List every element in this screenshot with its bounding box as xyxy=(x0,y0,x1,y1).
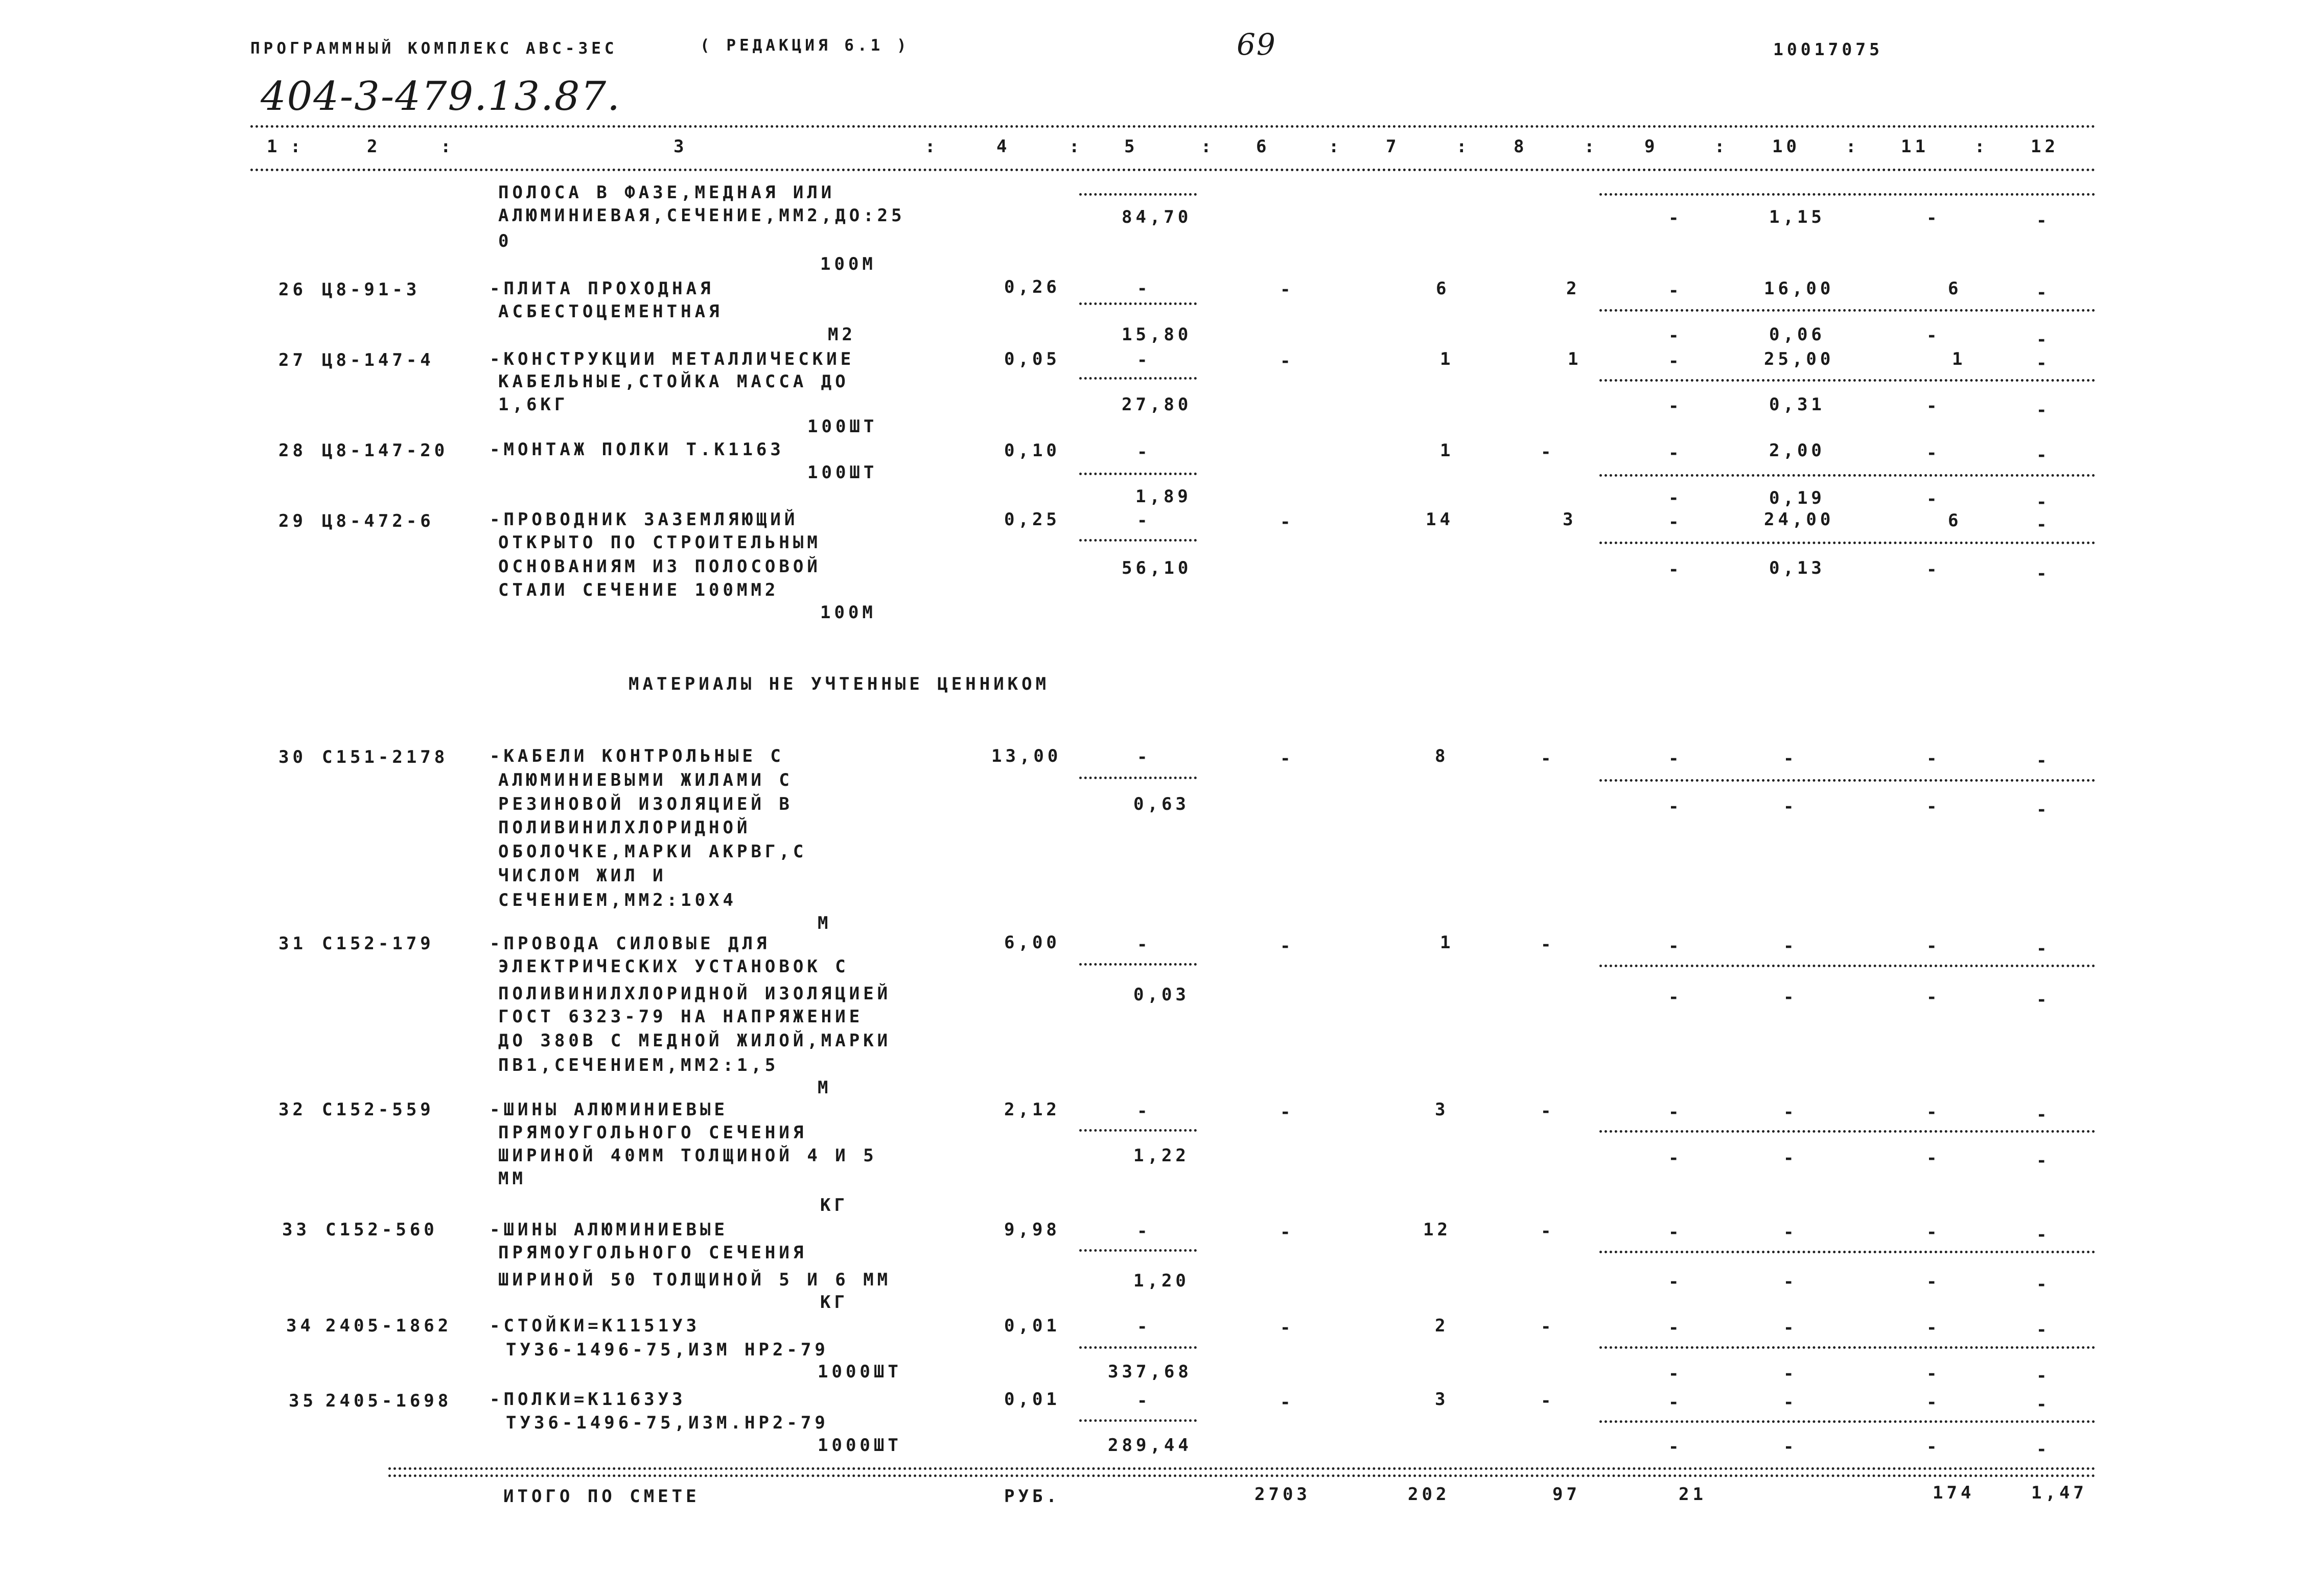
page-number: 69 xyxy=(1237,27,1276,62)
table-cell: - xyxy=(2036,1225,2051,1245)
cell-divider xyxy=(1079,1249,1197,1252)
table-cell: 100М xyxy=(820,602,876,623)
table-cell: - xyxy=(1668,208,1683,228)
table-cell: 2 xyxy=(1435,1316,1449,1336)
table-cell: 1,47 xyxy=(2031,1483,2087,1503)
table-cell: - xyxy=(1668,1318,1683,1338)
col-11: 11 xyxy=(1901,136,1929,157)
table-cell: - xyxy=(1137,1391,1151,1411)
column-separator: : xyxy=(1846,136,1860,157)
table-cell: ЭЛЕКТРИЧЕСКИХ УСТАНОВОК С xyxy=(498,956,849,977)
table-cell: 0,13 xyxy=(1769,558,1825,578)
table-cell: - xyxy=(1280,1222,1294,1243)
table-cell: КГ xyxy=(820,1195,848,1215)
col-12: 12 xyxy=(2031,136,2059,157)
cell-divider xyxy=(1599,542,2095,544)
table-cell: - xyxy=(1783,797,1798,817)
table-cell: 0,25 xyxy=(1004,509,1060,530)
table-cell: 32 xyxy=(278,1099,307,1120)
table-cell: - xyxy=(1280,1102,1294,1122)
cell-divider xyxy=(1079,302,1197,305)
table-cell: - xyxy=(1137,747,1151,767)
table-cell: 28 xyxy=(278,440,307,461)
table-cell: 31 xyxy=(278,933,307,954)
table-cell: 2,12 xyxy=(1004,1099,1060,1120)
edition: ( РЕДАКЦИЯ 6.1 ) xyxy=(700,36,910,55)
table-cell: - xyxy=(1926,489,1941,509)
table-cell: 2405-1698 xyxy=(326,1391,452,1411)
total-label: ИТОГО ПО СМЕТЕ xyxy=(503,1486,700,1507)
table-cell: 1 xyxy=(1952,349,1966,369)
doc-code: 10017075 xyxy=(1773,39,1883,59)
column-separator: : xyxy=(925,136,939,157)
table-cell: - xyxy=(1541,1221,1555,1242)
table-cell: АЛЮМИНИЕВЫМИ ЖИЛАМИ С xyxy=(498,770,793,790)
table-cell: ОТКРЫТО ПО СТРОИТЕЛЬНЫМ xyxy=(498,532,821,553)
table-cell: 1,6КГ xyxy=(498,394,569,415)
program-name: ПРОГРАММНЫЙ КОМПЛЕКС АВС-ЗЕС xyxy=(250,39,618,58)
cell-divider xyxy=(1599,309,2095,312)
table-cell: 8 xyxy=(1435,746,1449,766)
col-9: 9 xyxy=(1644,136,1659,157)
table-cell: - xyxy=(1926,1437,1941,1457)
table-cell: - xyxy=(1668,488,1683,508)
table-cell: Ц8-472-6 xyxy=(322,511,434,531)
table-cell: - xyxy=(1668,443,1683,463)
table-cell: ТУ36-1496-75,ИЗМ.НР2-79 xyxy=(506,1413,829,1433)
table-cell: - xyxy=(1280,279,1294,300)
table-cell: ШИРИНОЙ 50 ТОЛЩИНОЙ 5 И 6 ММ xyxy=(498,1270,892,1290)
cell-divider xyxy=(1079,1419,1197,1422)
table-cell: - xyxy=(1668,396,1683,416)
table-cell: 6,00 xyxy=(1004,932,1060,953)
table-cell: 0,19 xyxy=(1769,488,1825,508)
table-cell: СТАЛИ СЕЧЕНИЕ 100ММ2 xyxy=(498,580,779,600)
table-cell: Ц8-147-20 xyxy=(322,440,449,461)
table-cell: - xyxy=(1926,559,1941,580)
table-cell: СЕЧЕНИЕМ,ММ2:10Х4 xyxy=(498,890,737,910)
table-cell: 1 xyxy=(1568,349,1582,369)
table-cell: - xyxy=(2036,1320,2051,1340)
table-cell: - xyxy=(1541,1101,1555,1121)
table-cell: - xyxy=(2036,445,2051,465)
table-cell: 1000ШТ xyxy=(818,1435,902,1456)
table-cell: С152-559 xyxy=(322,1099,434,1120)
table-cell: 1 xyxy=(1440,932,1454,953)
table-cell: - xyxy=(1137,350,1151,370)
table-cell: КГ xyxy=(820,1292,848,1313)
table-cell: - xyxy=(1926,987,1941,1008)
table-cell: Ц8-147-4 xyxy=(322,350,434,370)
table-cell: - xyxy=(1668,1102,1683,1122)
section-title: МАТЕРИАЛЫ НЕ УЧТЕННЫЕ ЦЕННИКОМ xyxy=(629,674,1050,694)
cell-divider xyxy=(1599,1251,2095,1253)
table-cell: -КОНСТРУКЦИИ МЕТАЛЛИЧЕСКИЕ xyxy=(490,349,855,369)
table-cell: ОБОЛОЧКЕ,МАРКИ АКРВГ,С xyxy=(498,841,807,862)
table-cell: 84,70 xyxy=(1122,207,1192,227)
cell-divider xyxy=(1599,1420,2095,1423)
table-cell: - xyxy=(1783,1102,1798,1122)
table-cell: КАБЕЛЬНЫЕ,СТОЙКА МАССА ДО xyxy=(498,371,849,392)
table-cell: 2405-1862 xyxy=(326,1316,452,1336)
table-cell: - xyxy=(1668,351,1683,371)
table-cell: 0,05 xyxy=(1004,349,1060,369)
table-cell: ДО 380В С МЕДНОЙ ЖИЛОЙ,МАРКИ xyxy=(498,1031,892,1051)
table-cell: ПВ1,СЕЧЕНИЕМ,ММ2:1,5 xyxy=(498,1055,779,1075)
table-cell: -ПРОВОДНИК ЗАЗЕМЛЯЮЩИЙ xyxy=(490,509,799,530)
col-8: 8 xyxy=(1514,136,1528,157)
table-cell: - xyxy=(1668,512,1683,532)
table-cell: - xyxy=(1783,987,1798,1008)
cell-divider xyxy=(1599,1346,2095,1349)
table-cell: - xyxy=(1783,1272,1798,1292)
table-cell: - xyxy=(2036,353,2051,373)
table-cell: 2 xyxy=(1566,278,1581,299)
table-cell: 100ШТ xyxy=(807,462,878,483)
table-cell: - xyxy=(1541,748,1555,769)
cell-divider xyxy=(1079,539,1197,542)
table-cell: 13,00 xyxy=(991,746,1062,766)
table-cell: С151-2178 xyxy=(322,747,449,767)
table-cell: - xyxy=(1280,936,1294,956)
table-cell: 27,80 xyxy=(1122,394,1192,415)
cell-divider xyxy=(1079,1346,1197,1349)
column-separator: : xyxy=(1201,136,1215,157)
table-cell: С152-179 xyxy=(322,933,434,954)
table-cell: 0,06 xyxy=(1769,324,1825,345)
col-3: 3 xyxy=(673,136,688,157)
table-cell: - xyxy=(2036,1274,2051,1295)
table-cell: - xyxy=(1926,797,1941,817)
table-cell: 337,68 xyxy=(1108,1362,1192,1382)
table-cell: 3 xyxy=(1563,509,1577,530)
table-cell: 56,10 xyxy=(1122,558,1192,578)
table-cell: - xyxy=(1137,1101,1151,1121)
table-cell: - xyxy=(1137,1221,1151,1242)
table-cell: - xyxy=(2036,330,2051,350)
table-cell: 14 xyxy=(1426,509,1454,530)
table-cell: - xyxy=(1783,1392,1798,1413)
column-separator: : xyxy=(1069,136,1083,157)
table-cell: ШИРИНОЙ 40ММ ТОЛЩИНОЙ 4 И 5 xyxy=(498,1145,877,1166)
table-cell: - xyxy=(1137,510,1151,531)
table-cell: - xyxy=(1668,325,1683,346)
col-2: 2 xyxy=(367,136,381,157)
table-cell: -ШИНЫ АЛЮМИНИЕВЫЕ xyxy=(490,1099,728,1120)
cell-divider xyxy=(1599,965,2095,967)
cell-divider xyxy=(1599,779,2095,782)
table-cell: 289,44 xyxy=(1108,1435,1192,1456)
table-cell: - xyxy=(1783,936,1798,956)
cell-divider xyxy=(1599,474,2095,477)
table-cell: - xyxy=(1668,1392,1683,1413)
table-cell: 0,63 xyxy=(1133,794,1190,814)
table-cell: М xyxy=(818,913,832,933)
table-cell: 0,01 xyxy=(1004,1316,1060,1336)
column-separator: : xyxy=(290,136,305,157)
table-cell: 29 xyxy=(278,511,307,531)
table-cell: 0 xyxy=(498,231,513,251)
table-cell: ОСНОВАНИЯМ ИЗ ПОЛОСОВОЙ xyxy=(498,556,821,577)
table-cell: - xyxy=(1280,1392,1294,1413)
table-cell: -МОНТАЖ ПОЛКИ Т.К1163 xyxy=(490,439,784,460)
table-cell: ПРЯМОУГОЛЬНОГО СЕЧЕНИЯ xyxy=(498,1243,807,1263)
table-cell: Ц8-91-3 xyxy=(322,279,421,300)
table-cell: - xyxy=(2036,1366,2051,1386)
table-cell: - xyxy=(1926,748,1941,769)
table-cell: - xyxy=(2036,492,2051,512)
table-cell: - xyxy=(2036,1394,2051,1415)
cell-divider xyxy=(1079,377,1197,380)
table-cell: -КАБЕЛИ КОНТРОЛЬНЫЕ С xyxy=(490,746,784,766)
table-cell: С152-560 xyxy=(326,1220,438,1240)
col-6: 6 xyxy=(1256,136,1270,157)
table-cell: - xyxy=(1926,325,1941,346)
table-cell: 24,00 xyxy=(1764,509,1834,530)
table-cell: - xyxy=(1926,1392,1941,1413)
table-cell: 15,80 xyxy=(1122,324,1192,345)
table-cell: АЛЮМИНИЕВАЯ,СЕЧЕНИЕ,ММ2,ДО:25 xyxy=(498,205,905,226)
table-cell: - xyxy=(2036,1151,2051,1171)
col-5: 5 xyxy=(1124,136,1138,157)
table-cell: - xyxy=(1668,280,1683,301)
table-cell: - xyxy=(1541,934,1555,955)
table-cell: - xyxy=(1926,443,1941,463)
cell-divider xyxy=(1079,777,1197,779)
table-cell: 0,10 xyxy=(1004,440,1060,461)
table-cell: - xyxy=(1926,1222,1941,1243)
table-cell: - xyxy=(1783,748,1798,769)
table-cell: - xyxy=(1668,797,1683,817)
table-cell: - xyxy=(1137,1317,1151,1337)
table-cell: ПРЯМОУГОЛЬНОГО СЕЧЕНИЯ xyxy=(498,1122,807,1143)
table-cell: ПОЛОСА В ФАЗЕ,МЕДНАЯ ИЛИ xyxy=(498,182,835,203)
table-cell: - xyxy=(2036,1105,2051,1125)
table-cell: 1 xyxy=(1440,440,1454,461)
column-separator: : xyxy=(1456,136,1471,157)
table-cell: -ШИНЫ АЛЮМИНИЕВЫЕ xyxy=(490,1220,728,1240)
table-cell: 2,00 xyxy=(1769,440,1825,461)
table-cell: - xyxy=(2036,564,2051,584)
table-cell: М2 xyxy=(828,324,856,345)
table-cell: 12 xyxy=(1423,1220,1451,1240)
column-separator: : xyxy=(1584,136,1598,157)
table-cell: - xyxy=(1926,1272,1941,1292)
table-cell: - xyxy=(1926,1148,1941,1168)
table-cell: - xyxy=(1668,1364,1683,1384)
table-cell: 6 xyxy=(1948,510,1962,531)
table-cell: 21 xyxy=(1679,1484,1707,1505)
table-cell: - xyxy=(1541,1391,1555,1411)
table-cell: 174 xyxy=(1933,1483,1975,1503)
table-cell: АСБЕСТОЦЕМЕНТНАЯ xyxy=(498,301,723,322)
table-cell: - xyxy=(1280,512,1294,532)
column-separator: : xyxy=(1714,136,1729,157)
table-cell: 0,03 xyxy=(1133,985,1190,1005)
table-cell: - xyxy=(1280,351,1294,371)
table-cell: 1 xyxy=(1440,349,1454,369)
table-cell: - xyxy=(2036,990,2051,1010)
table-cell: -ПЛИТА ПРОХОДНАЯ xyxy=(490,278,714,299)
table-cell: - xyxy=(1668,1222,1683,1243)
table-cell: 16,00 xyxy=(1764,278,1834,299)
table-cell: 97 xyxy=(1552,1484,1581,1505)
total-rule-top xyxy=(388,1467,2096,1470)
table-cell: ГОСТ 6323-79 НА НАПРЯЖЕНИЕ xyxy=(498,1006,864,1027)
cell-divider xyxy=(1599,379,2095,382)
table-cell: 100ШТ xyxy=(807,416,878,437)
header-rule-top xyxy=(250,125,2096,128)
table-cell: 25,00 xyxy=(1764,349,1834,369)
table-cell: 100М xyxy=(820,254,876,274)
table-cell: 9,98 xyxy=(1004,1220,1060,1240)
table-cell: ПОЛИВИНИЛХЛОРИДНОЙ xyxy=(498,817,751,838)
table-cell: - xyxy=(2036,400,2051,420)
table-cell: - xyxy=(1783,1437,1798,1457)
column-separator: : xyxy=(440,136,455,157)
col-10: 10 xyxy=(1772,136,1800,157)
table-cell: 0,31 xyxy=(1769,394,1825,415)
project-code: 404-3-479.13.87. xyxy=(261,74,621,120)
table-cell: - xyxy=(1668,1437,1683,1457)
table-cell: - xyxy=(2036,283,2051,303)
table-cell: 30 xyxy=(278,747,307,767)
col-7: 7 xyxy=(1386,136,1400,157)
table-cell: - xyxy=(1280,748,1294,769)
table-cell: - xyxy=(1926,1318,1941,1338)
cell-divider xyxy=(1599,193,2095,196)
table-cell: М xyxy=(818,1078,832,1098)
table-cell: 6 xyxy=(1436,278,1450,299)
table-cell: - xyxy=(1926,208,1941,228)
table-cell: 0,26 xyxy=(1004,277,1060,297)
cell-divider xyxy=(1079,193,1197,196)
table-cell: - xyxy=(1668,987,1683,1008)
table-cell: 27 xyxy=(278,350,307,370)
table-cell: РЕЗИНОВОЙ ИЗОЛЯЦИЕЙ В xyxy=(498,794,793,814)
table-cell: 1,20 xyxy=(1133,1271,1190,1291)
table-cell: 0,01 xyxy=(1004,1389,1060,1410)
table-cell: 202 xyxy=(1408,1484,1450,1505)
table-cell: 3 xyxy=(1435,1099,1449,1120)
table-cell: ПОЛИВИНИЛХЛОРИДНОЙ ИЗОЛЯЦИЕЙ xyxy=(498,983,892,1004)
table-cell: - xyxy=(1783,1364,1798,1384)
cell-divider xyxy=(1079,1129,1197,1132)
table-cell: - xyxy=(1541,1317,1555,1337)
table-cell: 33 xyxy=(282,1220,310,1240)
cell-divider xyxy=(1599,1130,2095,1133)
column-separator: : xyxy=(1329,136,1343,157)
table-cell: - xyxy=(2036,210,2051,231)
table-cell: - xyxy=(1137,442,1151,462)
table-cell: - xyxy=(1541,442,1555,462)
table-cell: - xyxy=(1926,936,1941,956)
table-cell: 3 xyxy=(1435,1389,1449,1410)
table-cell: -СТОЙКИ=К1151У3 xyxy=(490,1316,701,1336)
table-cell: ТУ36-1496-75,ИЗМ НР2-79 xyxy=(506,1340,829,1360)
table-cell: - xyxy=(1137,934,1151,955)
total-currency: РУБ. xyxy=(1004,1486,1060,1507)
table-cell: - xyxy=(2036,1439,2051,1460)
table-cell: - xyxy=(1926,1102,1941,1122)
table-cell: -ПРОВОДА СИЛОВЫЕ ДЛЯ xyxy=(490,933,771,954)
table-cell: - xyxy=(1668,1272,1683,1292)
cell-divider xyxy=(1079,963,1197,966)
table-cell: - xyxy=(2036,800,2051,820)
table-cell: - xyxy=(1668,936,1683,956)
table-cell: - xyxy=(2036,939,2051,959)
table-cell: - xyxy=(1280,1318,1294,1338)
table-cell: - xyxy=(1668,1148,1683,1168)
table-cell: -ПОЛКИ=К1163У3 xyxy=(490,1389,686,1410)
table-cell: 35 xyxy=(289,1391,317,1411)
table-cell: - xyxy=(1783,1222,1798,1243)
table-cell: 2703 xyxy=(1254,1484,1311,1505)
table-cell: - xyxy=(2036,751,2051,771)
col-1: 1 xyxy=(267,136,281,157)
table-cell: - xyxy=(2036,514,2051,535)
col-4: 4 xyxy=(996,136,1011,157)
table-cell: - xyxy=(1137,278,1151,299)
column-separator: : xyxy=(1974,136,1989,157)
table-cell: 1,22 xyxy=(1133,1145,1190,1166)
table-cell: ЧИСЛОМ ЖИЛ И xyxy=(498,865,667,886)
table-cell: 1,15 xyxy=(1769,207,1825,227)
table-cell: - xyxy=(1926,396,1941,416)
table-cell: ММ xyxy=(498,1168,526,1189)
table-cell: 26 xyxy=(278,279,307,300)
total-rule-bottom xyxy=(388,1474,2096,1477)
table-cell: - xyxy=(1668,559,1683,580)
table-cell: - xyxy=(1783,1318,1798,1338)
table-cell: - xyxy=(1926,1364,1941,1384)
table-cell: 6 xyxy=(1948,278,1962,299)
table-cell: - xyxy=(1783,1148,1798,1168)
cell-divider xyxy=(1079,473,1197,475)
table-cell: 34 xyxy=(286,1316,314,1336)
table-cell: 1,89 xyxy=(1135,486,1192,507)
table-cell: - xyxy=(1668,748,1683,769)
table-cell: 1000ШТ xyxy=(818,1362,902,1382)
header-rule-bottom xyxy=(250,169,2096,171)
